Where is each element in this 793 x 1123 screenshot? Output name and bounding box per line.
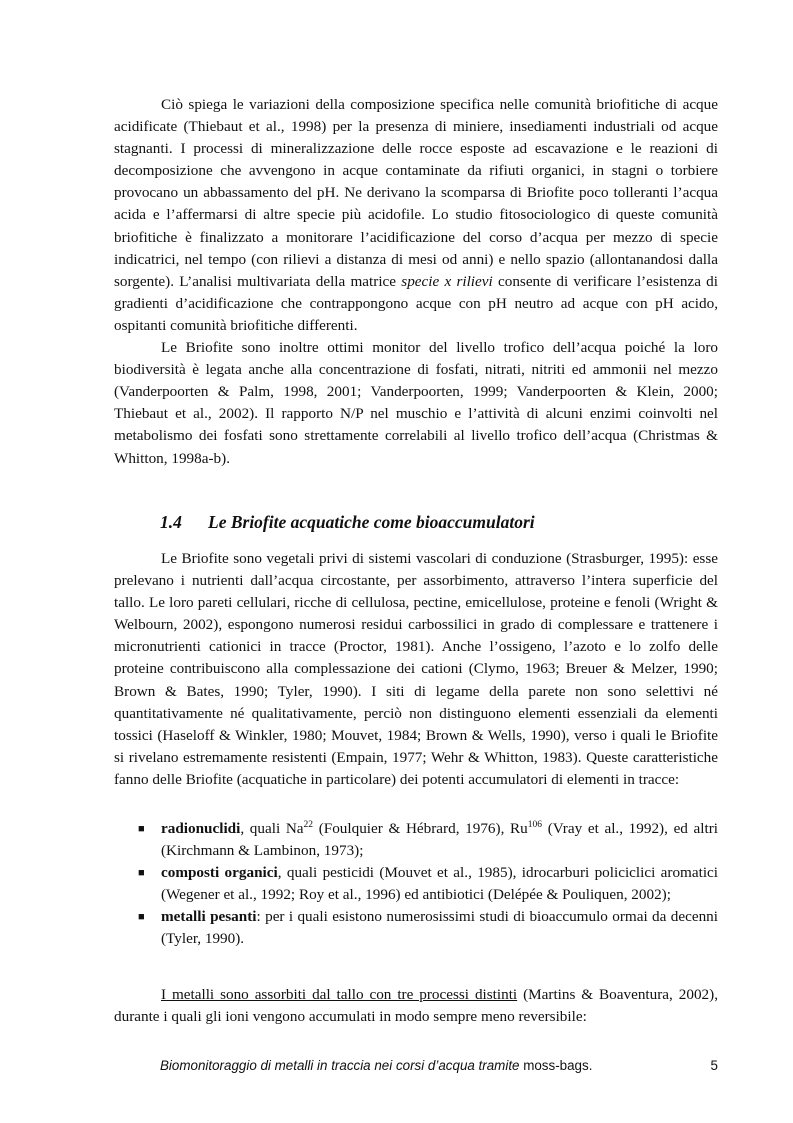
footer-title: Biomonitoraggio di metalli in traccia nei corsi d’acqua tramite moss-bags.: [160, 1058, 593, 1073]
page-footer: [160, 1058, 718, 1073]
paragraph-acidification: Ciò spiega le variazioni della composizione specifica nelle comunità briofitiche di acque acidificate (Thiebaut et al., 1998) per la presenza di miniere, insediamenti industriali od acque stagnanti. I processi di mineralizzazione delle rocce esposte ad escavazione e le reazioni di decomposizione che avvengono in acque contaminate da rifiuti organici, in stagni o torbiere provocano un abbassamento del pH. Ne derivano la scomparsa di Briofite poco tolleranti l’acqua acida e l’affermarsi di altre specie più acidofile. Lo studio fitosociologico di queste comunità briofitiche è finalizzato a monitorare l’acidificazione del corso d’acqua per mezzo di specie indicatrici, nel tempo (con rilievi a distanza di mesi od anni) e nello spazio (allontanandosi dalla sorgente). L’analisi multivariata della matrice specie x rilievi consente di verificare l’esistenza di gradienti d’acidificazione che contrappongono acque con pH neutro ad acque con pH acido, ospitanti comunità briofitiche differenti.: [114, 96, 718, 334]
paragraph-metal-uptake: I metalli sono assorbiti dal tallo con tre processi distinti (Martins & Boaventura, 2002), durante i quali gli ioni vengono accumulati in modo sempre meno reversibile:: [114, 986, 718, 1026]
section-title: Le Briofite acquatiche come bioaccumulatori: [208, 512, 535, 532]
section-body: [114, 548, 718, 791]
closing-text: [114, 984, 718, 1028]
list-item: ■ composti organici, quali pesticidi (Mouvet et al., 1985), idrocarburi policiclici aromatici (Wegener et al., 1992; Roy et al., 1996) ed antibiotici (Delépée & Pouliquen, 2002);: [138, 864, 718, 904]
intro-text: [114, 94, 718, 470]
list-item: ■ radionuclidi, quali Na$^{22}$ (Foulquier & Hébrard, 1976), Ru$^{106}$ (Vray et al., 1992), ed altri (Kirchmann & Lambinon, 1973);: [138, 820, 719, 860]
list-item-term: composti organici: [161, 864, 278, 882]
paragraph-bryophytes: Le Briofite sono vegetali privi di sistemi vascolari di conduzione (Strasburger, 1995): esse prelevano i nutrienti dall’acqua circostante, per assorbimento, attraverso l’intera superficie del tallo. Le loro pareti cellulari, ricche di cellulosa, pectine, emicellulose, proteine e fenoli (Wright & Welbourn, 2002), espongono numerosi residui carbossilici in grado di complessare e trattenere i micronutrienti cationici in tracce (Proctor, 1981). Anche l’ossigeno, l’azoto e lo zolfo delle proteine contribuiscono alla complessazione dei cationi (Clymo, 1963; Breuer & Melzer, 1990; Brown & Bates, 1990; Tyler, 1990). I siti di legame della parete non sono selettivi né quantitativamente né qualitativamente, perciò non distinguono elementi essenziali da elementi tossici (Haseloff & Winkler, 1980; Mouvet, 1984; Brown & Wells, 1990), verso i quali le Briofite si rivelano estremamente resistenti (Empain, 1977; Wehr & Whitton, 1983). Queste caratteristiche fanno delle Briofite (acquatiche in particolare) dei potenti accumulatori di elementi in tracce:: [114, 550, 718, 788]
section-number: 1.4: [160, 512, 182, 532]
page-number: 5: [710, 1058, 718, 1073]
square-bullet-icon: ■: [138, 823, 145, 835]
list-item-term: metalli pesanti: [161, 908, 257, 926]
italic-term: specie x rilievi: [401, 272, 493, 290]
paragraph-trophic-level: Le Briofite sono inoltre ottimi monitor del livello trofico dell’acqua poiché la loro biodiversità è legata anche alla concentrazione di fosfati, nitrati, nitriti ed ammonii nel mezzo (Vanderpoorten & Palm, 1998, 2001; Vanderpoorten, 1999; Vanderpoorten & Klein, 2000; Thiebaut et al., 2002). Il rapporto N/P nel muschio e l’attività di alcuni enzimi coinvolti nel metabolismo dei fosfati sono strettamente correlabili al livello trofico dell’acqua (Christmas & Whitton, 1998a-b).: [114, 339, 718, 467]
section-heading: [160, 512, 535, 533]
list-item-term: radionuclidi: [161, 820, 241, 837]
accumulator-list: [114, 818, 718, 951]
square-bullet-icon: ■: [138, 911, 145, 924]
square-bullet-icon: ■: [138, 867, 145, 880]
underlined-sentence: I metalli sono assorbiti dal tallo con tre processi distinti: [161, 986, 518, 1003]
list-item: ■ metalli pesanti: per i quali esistono numerosissimi studi di bioaccumulo ormai da decenni (Tyler, 1990).: [138, 908, 718, 948]
